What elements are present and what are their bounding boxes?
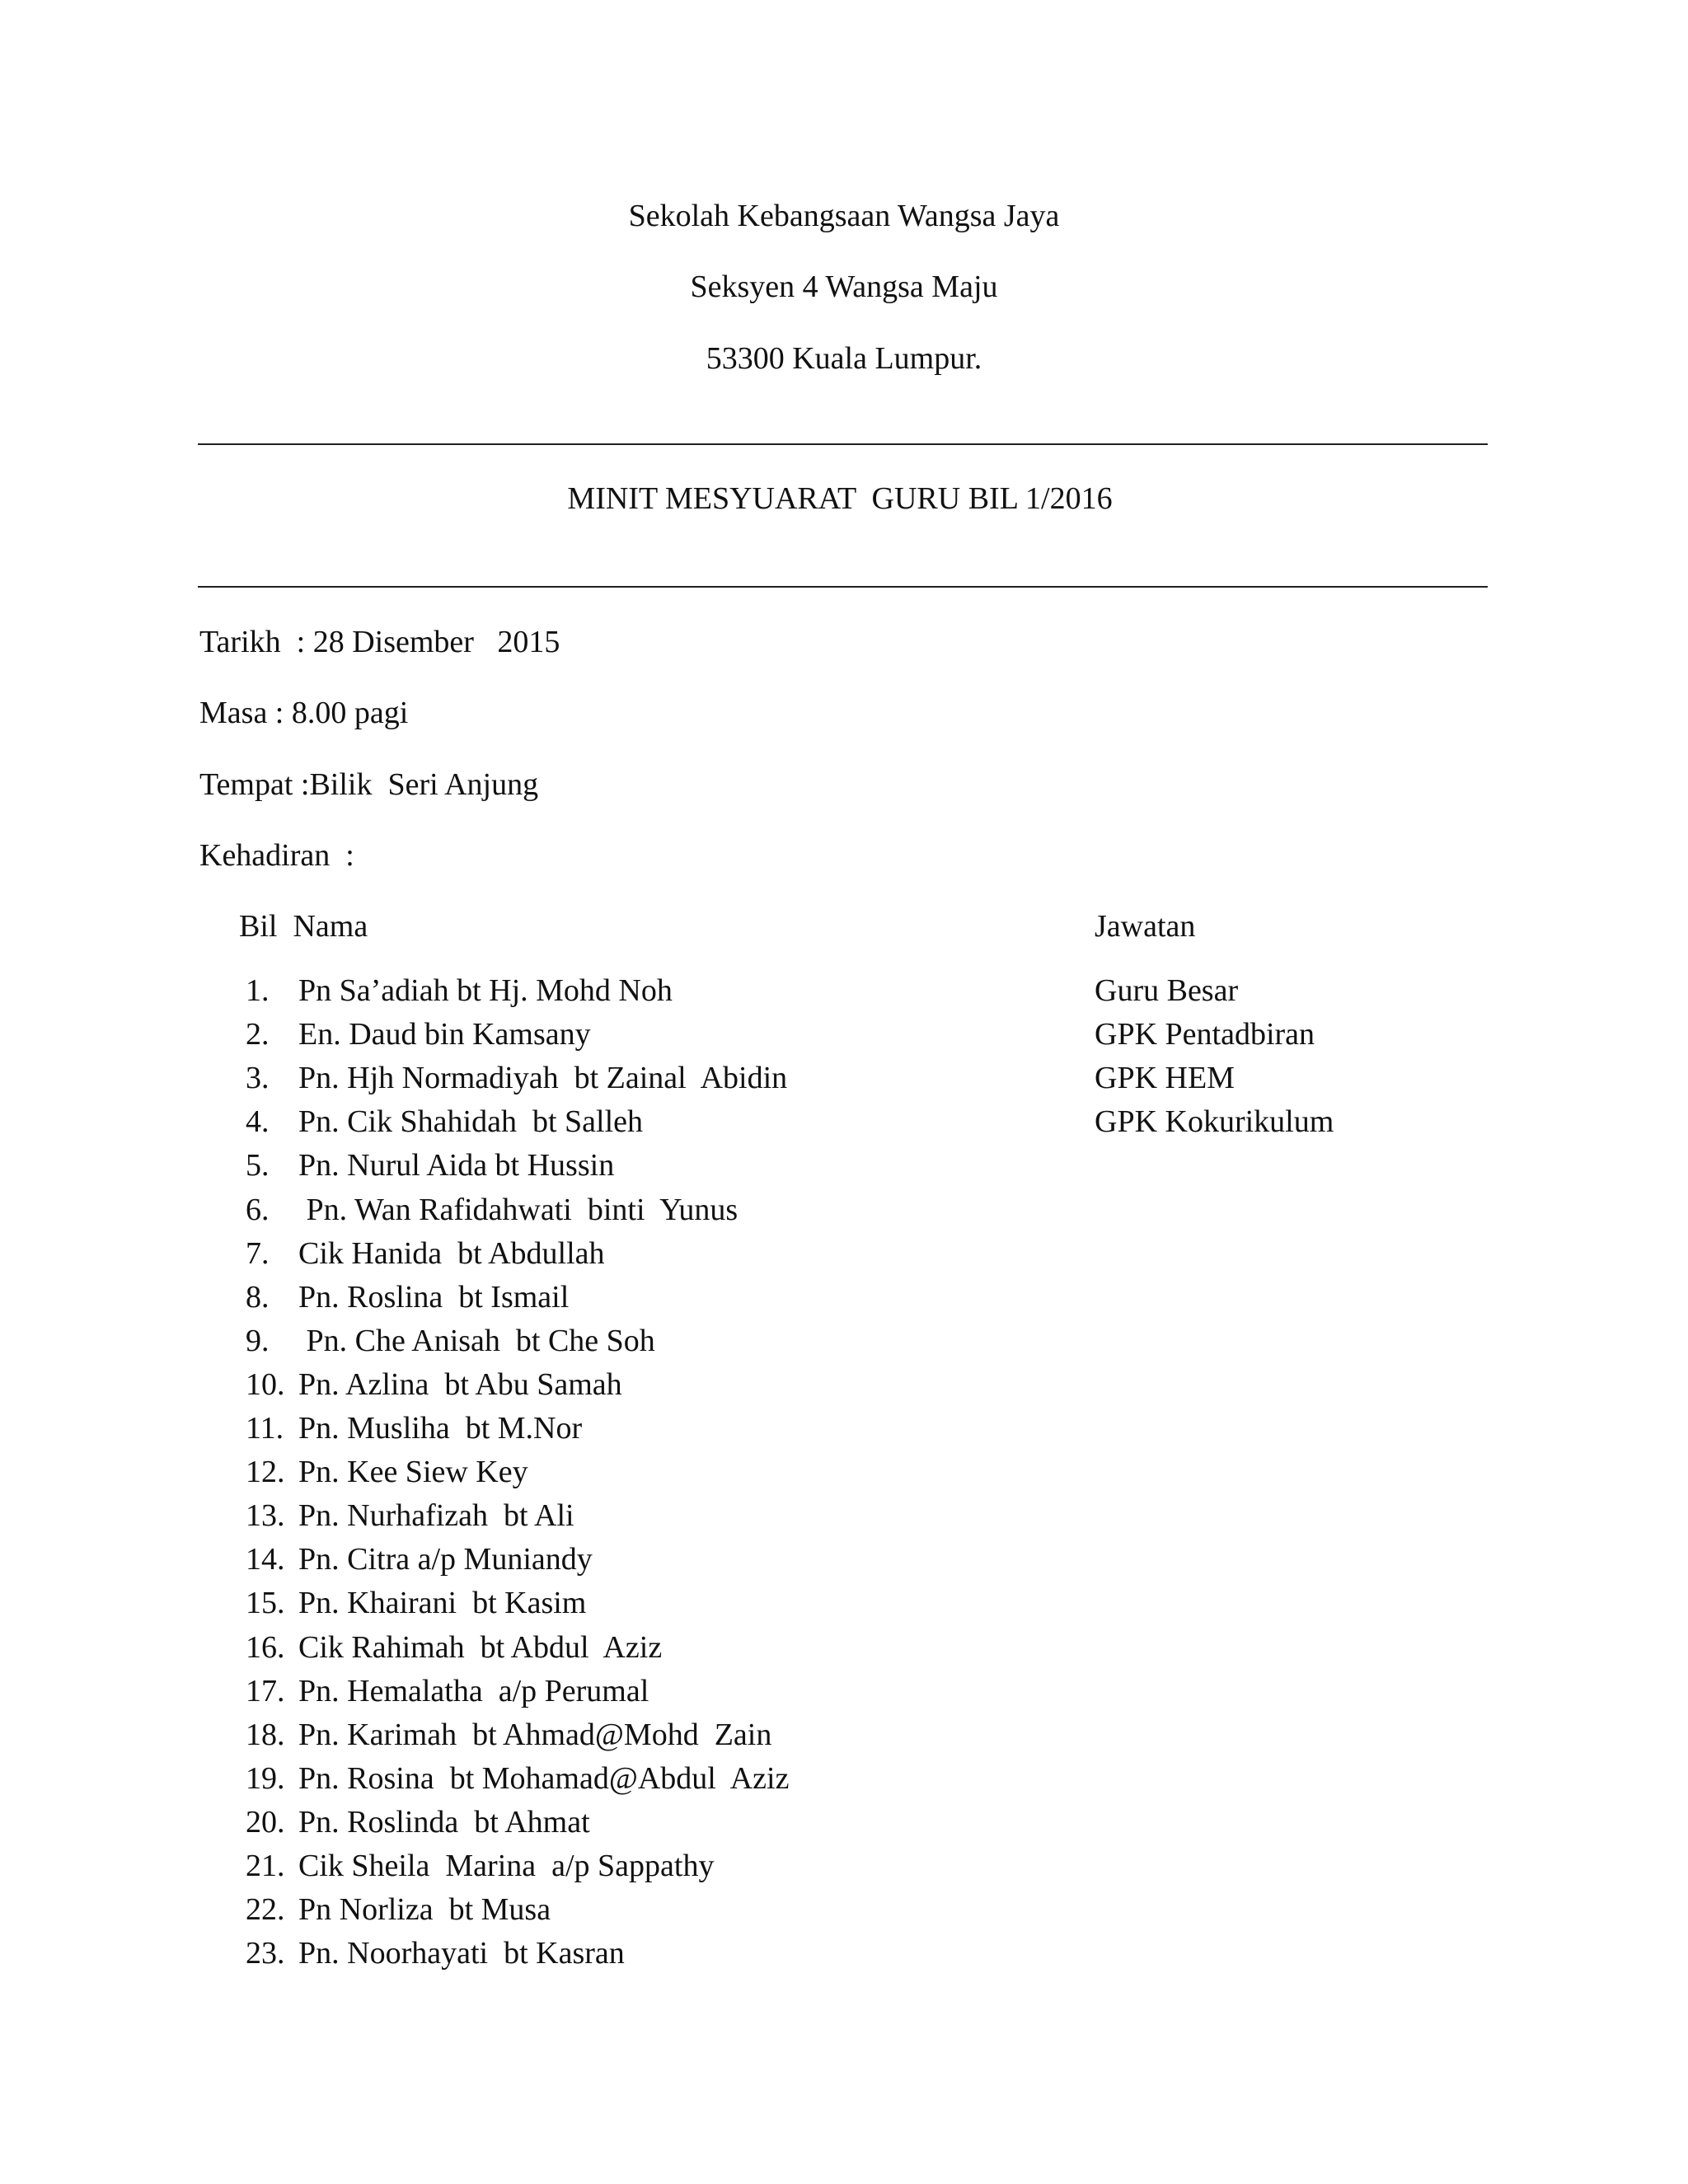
attendee-name: Pn. Rosina bt Mohamad@Abdul Aziz: [298, 1760, 790, 1796]
top-divider: [198, 443, 1488, 445]
attendee-number: 23.: [246, 1936, 285, 1971]
school-name: Sekolah Kebangsaan Wangsa Jaya: [628, 199, 1060, 233]
attendee-name: Pn. Azlina bt Abu Samah: [298, 1366, 622, 1402]
attendee-row: [0, 1016, 1688, 1060]
attendee-number: 22.: [246, 1892, 285, 1928]
attendee-row: [0, 1366, 1688, 1410]
attendee-row: [0, 1410, 1688, 1454]
attendee-row: [0, 1804, 1688, 1848]
attendee-number: 9.: [246, 1323, 270, 1358]
attendee-name: Cik Rahimah bt Abdul Aziz: [298, 1629, 663, 1665]
attendee-name: Pn. Roslina bt Ismail: [298, 1279, 570, 1315]
attendee-number: 10.: [246, 1366, 285, 1402]
attendee-number: 6.: [246, 1192, 270, 1227]
attendee-row: [0, 1935, 1688, 1979]
attendee-name: Pn Norliza bt Musa: [298, 1892, 551, 1928]
attendee-name: Pn. Citra a/p Muniandy: [298, 1542, 593, 1577]
attendee-number: 2.: [246, 1017, 270, 1052]
meta-tempat: Tempat :Bilik Seri Anjung: [199, 767, 539, 802]
attendee-row: [0, 1585, 1688, 1629]
attendee-number: 4.: [246, 1104, 270, 1140]
attendee-row: [0, 1541, 1688, 1585]
attendee-name: Pn. Khairani bt Kasim: [298, 1586, 587, 1621]
meta-kehadiran: Kehadiran :: [199, 838, 354, 873]
attendee-name: Pn. Hemalatha a/p Perumal: [298, 1673, 649, 1708]
school-address-line2: 53300 Kuala Lumpur.: [706, 341, 982, 376]
meta-masa: Masa : 8.00 pagi: [199, 696, 409, 730]
attendee-number: 19.: [246, 1760, 285, 1796]
attendee-name: Cik Sheila Marina a/p Sappathy: [298, 1849, 715, 1883]
attendee-number: 21.: [246, 1849, 285, 1883]
document-title: MINIT MESYUARAT GURU BIL 1/2016: [567, 481, 1113, 516]
attendee-row: [0, 1497, 1688, 1541]
attendee-name: Pn. Che Anisah bt Che Soh: [298, 1323, 655, 1358]
attendee-row: [0, 1673, 1688, 1717]
attendee-row: [0, 1104, 1688, 1147]
attendee-number: 7.: [246, 1235, 270, 1271]
attendee-number: 18.: [246, 1717, 285, 1752]
school-address-line1: Seksyen 4 Wangsa Maju: [690, 269, 998, 304]
meta-tarikh: Tarikh : 28 Disember 2015: [199, 625, 560, 659]
attendee-number: 1.: [246, 973, 270, 1008]
attendee-row: [0, 1454, 1688, 1497]
attendee-row: [0, 1760, 1688, 1804]
attendee-row: [0, 1147, 1688, 1191]
attendee-row: [0, 1060, 1688, 1104]
column-header-jawatan: Jawatan: [1095, 909, 1196, 944]
attendee-row: [0, 1717, 1688, 1760]
attendee-role: GPK HEM: [1095, 1061, 1235, 1096]
attendee-role: GPK Kokurikulum: [1095, 1104, 1334, 1140]
attendee-row: [0, 1848, 1688, 1891]
attendee-name: Pn. Musliha bt M.Nor: [298, 1411, 583, 1446]
attendee-name: Cik Hanida bt Abdullah: [298, 1235, 605, 1271]
attendee-row: [0, 1323, 1688, 1366]
column-header-bil-nama: Bil Nama: [239, 909, 368, 944]
attendee-name: Pn. Nurul Aida bt Hussin: [298, 1148, 615, 1183]
attendee-row: [0, 1891, 1688, 1935]
attendee-name: Pn. Nurhafizah bt Ali: [298, 1498, 574, 1534]
attendee-number: 8.: [246, 1279, 270, 1315]
attendee-name: Pn Sa’adiah bt Hj. Mohd Noh: [298, 973, 673, 1008]
attendee-role: GPK Pentadbiran: [1095, 1017, 1315, 1052]
bottom-divider: [198, 586, 1488, 588]
attendee-number: 5.: [246, 1148, 270, 1183]
attendee-number: 3.: [246, 1061, 270, 1096]
attendee-number: 15.: [246, 1586, 285, 1621]
attendee-name: Pn. Hjh Normadiyah bt Zainal Abidin: [298, 1061, 788, 1096]
attendee-number: 13.: [246, 1498, 285, 1534]
attendee-name: Pn. Noorhayati bt Kasran: [298, 1936, 625, 1971]
attendee-number: 17.: [246, 1673, 285, 1708]
attendee-name: En. Daud bin Kamsany: [298, 1017, 591, 1052]
attendee-name: Pn. Cik Shahidah bt Salleh: [298, 1104, 643, 1140]
attendee-number: 14.: [246, 1542, 285, 1577]
attendee-row: [0, 1192, 1688, 1235]
attendee-name: Pn. Kee Siew Key: [298, 1455, 528, 1490]
attendee-role: Guru Besar: [1095, 973, 1239, 1008]
attendee-name: Pn. Karimah bt Ahmad@Mohd Zain: [298, 1717, 772, 1752]
attendee-name: Pn. Roslinda bt Ahmat: [298, 1804, 590, 1840]
attendee-number: 16.: [246, 1629, 285, 1665]
attendee-row: [0, 1279, 1688, 1323]
attendee-row: [0, 972, 1688, 1016]
attendee-number: 11.: [246, 1411, 284, 1446]
attendee-name: Pn. Wan Rafidahwati binti Yunus: [298, 1192, 738, 1227]
attendee-number: 12.: [246, 1455, 285, 1490]
attendee-row: [0, 1235, 1688, 1279]
attendee-row: [0, 1629, 1688, 1673]
attendee-number: 20.: [246, 1804, 285, 1840]
